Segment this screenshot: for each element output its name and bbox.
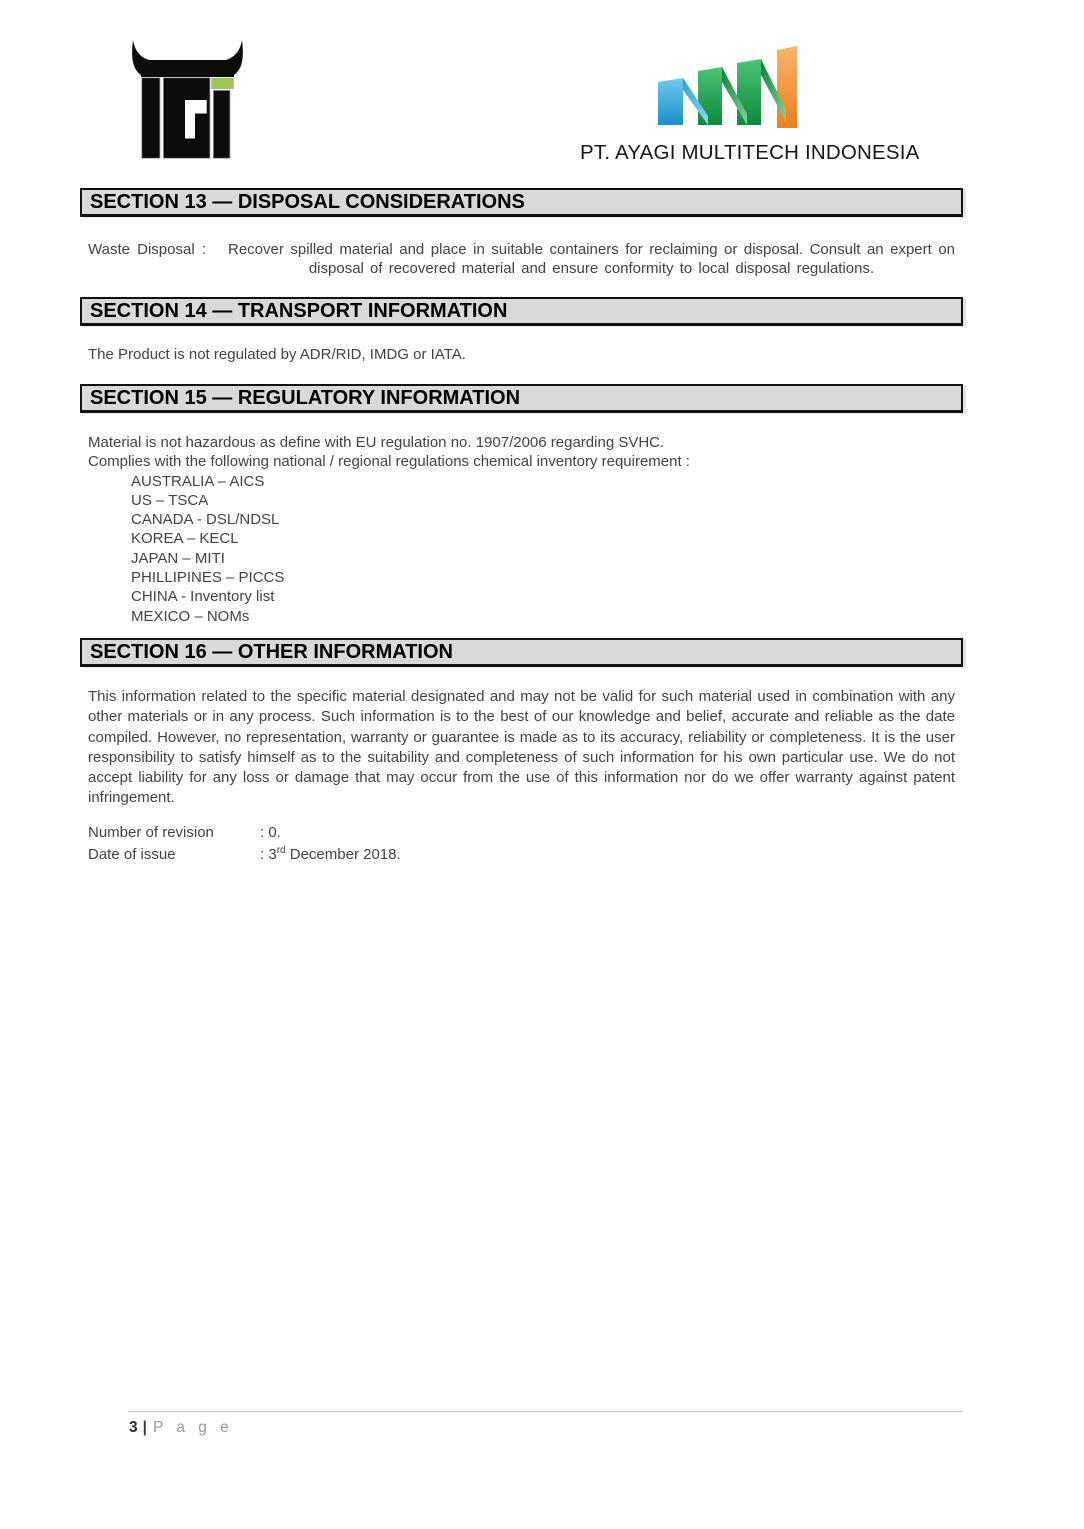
revision-value: : 0. xyxy=(260,823,281,841)
ayagi-logo-icon xyxy=(650,42,800,132)
page-number: 3 xyxy=(129,1419,138,1436)
section-16-title: SECTION 16 — OTHER INFORMATION xyxy=(90,640,453,663)
issue-date-day: : 3 xyxy=(260,845,277,863)
regulatory-line-2: Complies with the following national / regional regulations chemical inventory requirement : xyxy=(88,453,690,471)
section-14-heading xyxy=(80,297,963,326)
section-13-title: SECTION 13 — DISPOSAL CONSIDERATIONS xyxy=(90,191,525,213)
inventory-list xyxy=(88,472,955,626)
list-item: MEXICO – NOMs xyxy=(131,607,250,625)
list-item: CHINA - Inventory list xyxy=(131,588,275,606)
list-item: US – TSCA xyxy=(131,491,209,509)
page-footer xyxy=(129,1419,233,1437)
page-label: P a g e xyxy=(152,1419,234,1436)
list-item: AUSTRALIA – AICS xyxy=(131,472,265,490)
section-14-title: SECTION 14 — TRANSPORT INFORMATION xyxy=(90,300,508,322)
waste-disposal-row xyxy=(88,240,955,278)
revision-row xyxy=(88,822,955,844)
issue-date-label: Date of issue xyxy=(88,845,176,863)
other-information-text: This information related to the specific material designated and may not be valid for such material used in combination with any other materials or in any process. Such information is to the best of our knowledge and belief, accurate and reliable as the date compiled. However, no representation, warranty or guarantee is made as to its accuracy, reliability or completeness. It is the user responsibility to satisfy himself as to the suitability and completeness of such information for his own particular use. We do not accept liability for any loss or damage that may occur from the use of this information nor do we offer warranty against patent infringement. xyxy=(88,687,955,807)
revision-block xyxy=(88,822,955,866)
tgi-logo-icon xyxy=(130,40,246,160)
section-15-title: SECTION 15 — REGULATORY INFORMATION xyxy=(90,387,521,409)
page-header xyxy=(0,0,1084,188)
company-name: PT. AYAGI MULTITECH INDONESIA xyxy=(580,141,920,164)
page-separator: | xyxy=(142,1419,147,1436)
section-16-heading xyxy=(80,638,963,667)
regulatory-line-1: Material is not hazardous as define with EU regulation no. 1907/2006 regarding SVHC. xyxy=(88,434,665,451)
waste-disposal-label: Waste Disposal : xyxy=(88,241,206,258)
waste-disposal-text: Recover spilled material and place in suitable containers for reclaiming or disposal. Consult an expert on disposal of recovered material and ensure conformity to local disposal regulations. xyxy=(228,241,955,277)
issue-date-value xyxy=(260,844,401,866)
list-item: JAPAN – MITI xyxy=(131,549,225,567)
list-item: CANADA - DSL/NDSL xyxy=(131,511,280,529)
document-body xyxy=(80,188,963,866)
revision-label: Number of revision xyxy=(88,823,214,841)
list-item: PHILLIPINES – PICCS xyxy=(131,569,285,587)
transport-text: The Product is not regulated by ADR/RID, IMDG or IATA. xyxy=(88,346,466,363)
list-item: KOREA – KECL xyxy=(131,530,239,548)
section-13-heading xyxy=(80,188,963,217)
section-15-heading xyxy=(80,384,963,413)
regulatory-block xyxy=(88,433,955,626)
issue-date-row xyxy=(88,844,955,866)
footer-divider xyxy=(128,1411,962,1412)
issue-date-ordinal: rd xyxy=(276,844,286,856)
issue-date-rest: December 2018. xyxy=(285,845,401,863)
